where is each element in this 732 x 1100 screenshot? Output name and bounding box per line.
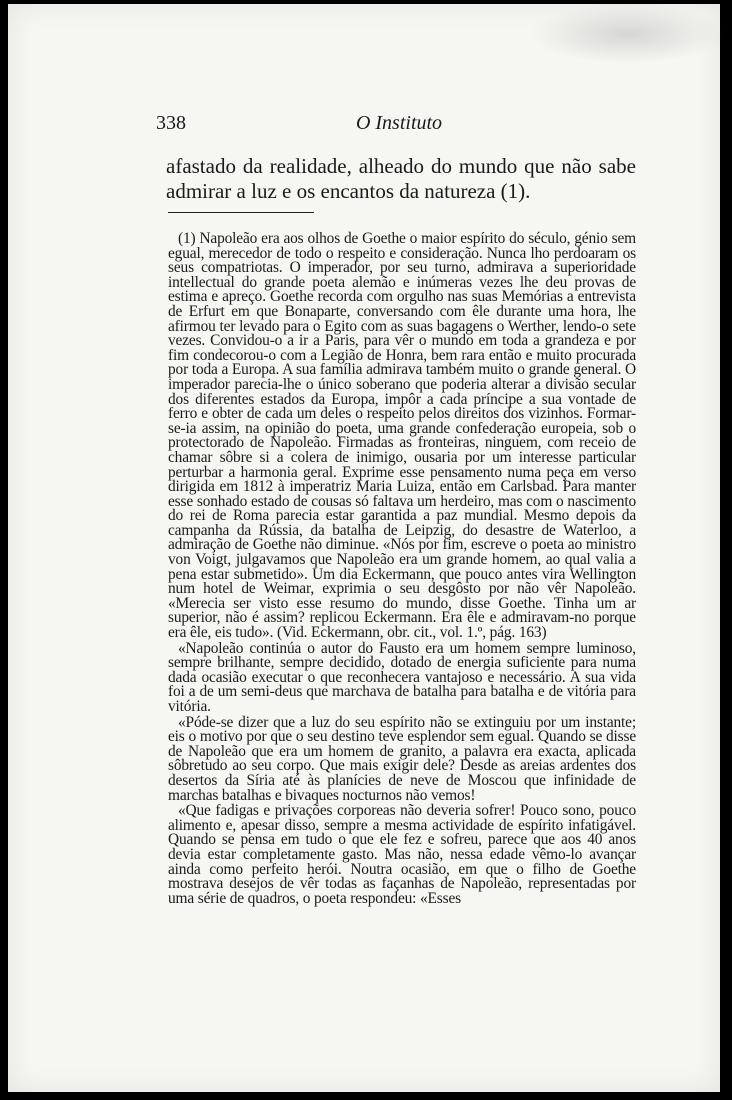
- page-header: [156, 112, 642, 142]
- running-title: O Instituto: [355, 112, 443, 134]
- footnote-block: [168, 232, 636, 906]
- book-page: [8, 4, 720, 1092]
- footnote-paragraph: «Napoleão continúa o autor do Fausto era um homem sempre luminoso, sempre brilhante, sempre decidido, dotado de energia suficiente para numa dada ocasião executar o que reconhecera vantajoso e necessário. A sua vida foi a de um semi-deus que marchava de batalha para batalha e de vitória para vitória.: [168, 639, 636, 715]
- scan-speckle: [528, 4, 728, 64]
- footnote-paragraph: «Que fadigas e privações corporeas não deveria sofrer! Pouco sono, pouco alimento e, apesar disso, sempre a mesma actividade de espírito infatigável. Quando se pensa em tudo o que ele fez e sofreu, parece que aos 40 anos devia estar completamente gasto. Mas não, nessa edade vêmo-lo avançar ainda como perfeito herói. Noutra ocasião, em que o filho de Goethe mostrava desejos de vêr todas as façanhas de Napoleão, representadas por uma série de quadros, o poeta respondeu: «Esses: [168, 802, 636, 907]
- footnote-divider: [168, 212, 314, 213]
- body-paragraph: afastado da realidade, alheado do mundo que não sabe admirar a luz e os encantos da natureza (1).: [166, 154, 636, 203]
- footnote-paragraph: «Póde-se dizer que a luz do seu espírito não se extinguiu por um instante; eis o motivo por que o seu destino teve esplendor sem egual. Quando se disse de Napoleão que era um homem de granito, a palavra era exacta, aplicada sôbretudo ao seu corpo. Que mais exigir dele? Desde as areias ardentes dos desertos da Síria até às planícies de neve de Moscou que infinidade de marchas batalhas e bivaques nocturnos não vemos!: [168, 713, 636, 804]
- footnote-paragraph: (1) Napoleão era aos olhos de Goethe o maior espírito do século, génio sem egual, merecedor de todo o respeito e consideração. Nunca lho perdoaram os seus compatriotas. O imperador, por seu turno, admirava a superioridade intellectual do grande poeta alemão e inúmeras vezes lhe deu provas de estima e apreço. Goethe recorda com orgulho nas suas Memórias a entrevista de Erfurt em que Bonaparte, conversando com êle durante uma hora, lhe afirmou ter levado para o Egito com as suas bagagens o Werther, lendo-o sete vezes. Convidou-o a ir a Paris, para vêr o mundo em toda a grandeza e por fim condecorou-o com a Legião de Honra, bem rara então e muito procurada por toda a Europa. A sua família admirava também muito o grande general. O imperador parecia-lhe o único soberano que poderia alterar a divisão secular dos diferentes estados da Europa, impôr a cada príncipe a sua vontade de ferro e obter de cada um deles o respeito pelos direitos dos vizinhos. Formar-se-ia assim, na opinião do poeta, uma grande confederação europeia, sob o protectorado de Napoleão. Firmadas as fronteiras, ninguem, com receio de chamar sôbre si a colera de inimigo, ousaria por um interesse particular perturbar a harmonia geral. Exprime esse pensamento numa peça em verso dirigida em 1812 à imperatriz Maria Luiza, então em Carlsbad. Para manter esse sonhado estado de cousas só faltava um herdeiro, mas com o nascimento do rei de Roma parecia estar garantida a paz mundial. Mesmo depois da campanha da Rússia, da batalha de Leipzig, do desastre de Waterloo, a admiração de Goethe não diminue. «Nós por fim, escreve o poeta ao ministro von Voigt, julgavamos que Napoleão era um grande homem, ao qual valia a pena estar submetido». Um dia Eckermann, que pouco antes vira Wellington num hotel de Weimar, exprimia o seu desgôsto por não vêr Napoleão. «Merecia ser visto esse resumo do mundo, disse Goethe. Tinha um ar superior, não é assim? replicou Eckermann. Era êle e admiravam-no porque era êle, eis tudo». (Vid. Eckermann, obr. cit., vol. 1.º, pág. 163): [168, 230, 636, 642]
- page-number: 338: [156, 112, 186, 134]
